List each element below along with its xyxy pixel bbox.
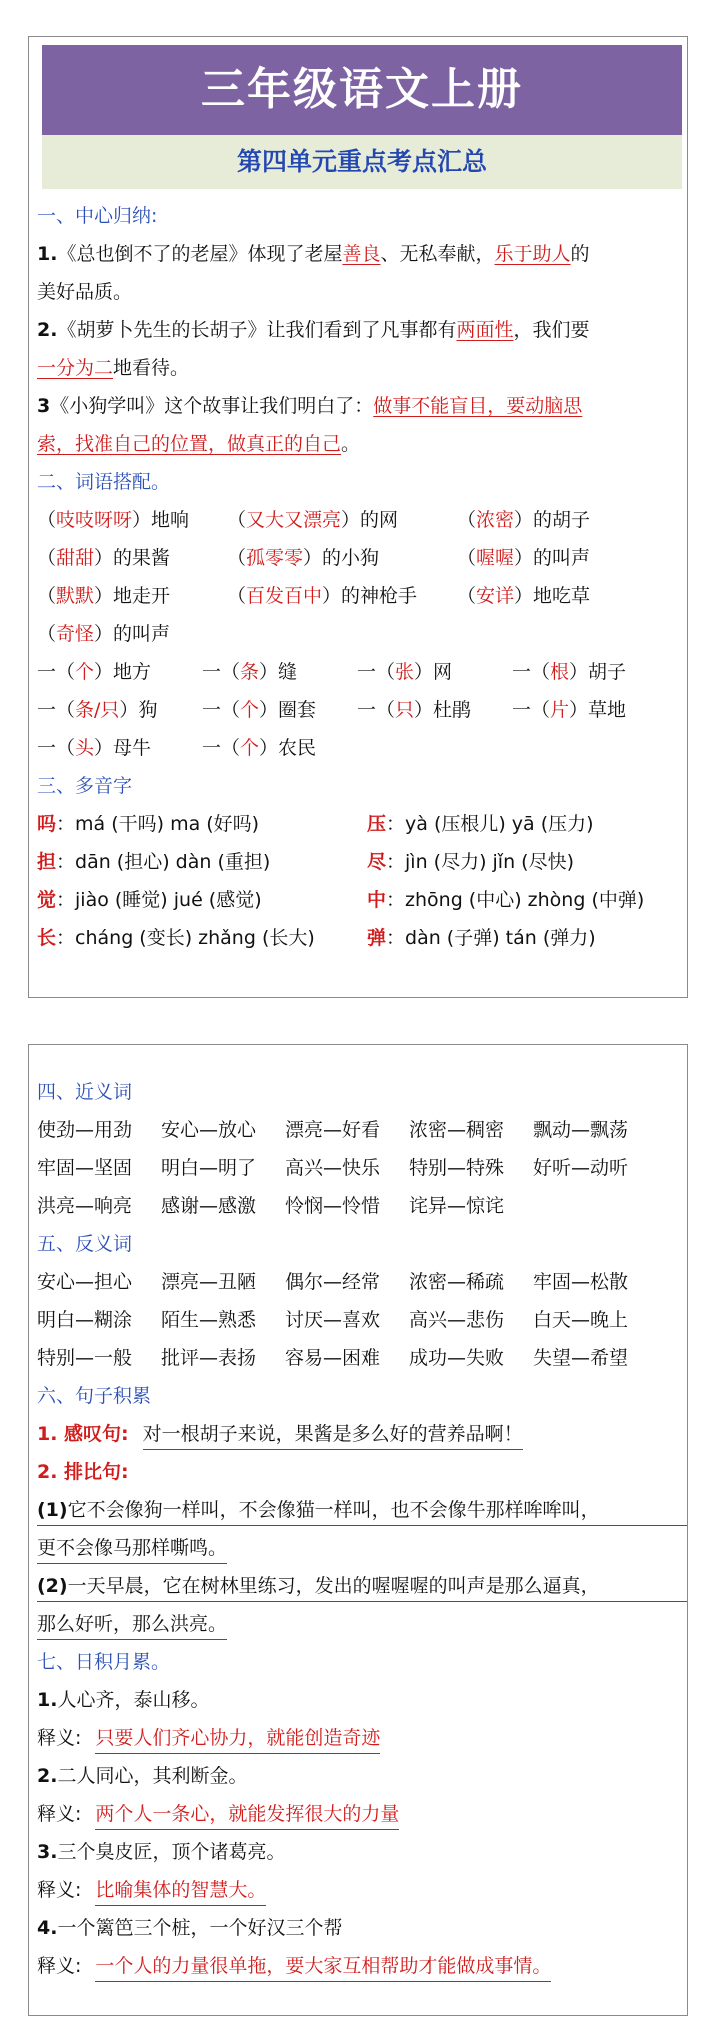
measure-rest: 网 [433,661,453,683]
measure-word: 个 [240,737,260,759]
idiom-explain-row [37,1947,679,1985]
idiom-number: 1. [37,1689,58,1711]
idiom-explain-row [37,1795,679,1833]
synonym-pair: 特别—特殊 [409,1157,505,1179]
polyphone-item [37,881,367,919]
parallel-2-line1: 一天早晨，它在树林里练习，发出的喔喔喔的叫声是那么逼真， [67,1575,600,1597]
bracket: ） [94,661,114,683]
collocation-item [227,577,457,615]
measure-rest: 圈套 [278,699,317,721]
antonym-row [37,1263,679,1301]
collocation-word: 吱吱呀呀 [56,509,133,531]
idiom-number: 4. [37,1917,58,1939]
bracket: ） [414,699,434,721]
bracket: ） [132,509,152,531]
measure-rest: 草地 [588,699,627,721]
collocation-rest: 的网 [360,509,399,531]
synonym-pair: 浓密—稠密 [409,1119,505,1141]
key-word: 两面性 [456,319,514,341]
bracket: ） [259,661,279,683]
idiom-text: 一个篱笆三个桩，一个好汉三个帮 [57,1917,343,1939]
polyphone-row [37,805,679,843]
measure-item [37,691,202,729]
measure-row [37,729,679,767]
measure-prefix: 一（ [512,699,551,721]
collocation-item [37,577,227,615]
collocation-rest: 的小狗 [322,547,380,569]
idiom-row [37,1833,679,1871]
bracket: （ [227,547,247,569]
polyphone-char: 弹 [367,927,387,949]
item-text: 《胡萝卜先生的长胡子》让我们看到了凡事都有 [57,319,457,341]
bracket: ） [514,547,534,569]
polyphone-item [367,843,667,881]
synonym-pair: 使劲—用劲 [37,1119,133,1141]
collocation-word: 喔喔 [476,547,515,569]
bracket: ） [569,661,589,683]
explain-label: 释义: [37,1955,82,1977]
polyphone-char: 吗 [37,813,57,835]
collocation-rest: 的胡子 [533,509,591,531]
parallel-2-number: (2) [37,1575,68,1597]
center-item-1-cont: 美好品质。 [37,281,133,303]
polyphone-char: 中 [367,889,387,911]
collocation-item [457,539,657,577]
center-item-3 [37,387,679,425]
measure-item [202,691,357,729]
measure-rest: 地方 [113,661,152,683]
key-word: 善良 [342,243,381,265]
polyphone-char: 压 [367,813,387,835]
measure-row [37,653,679,691]
item-number: 3 [37,395,51,417]
collocation-rest: 的神枪手 [341,585,418,607]
measure-word: 个 [75,661,95,683]
bracket: ） [259,699,279,721]
polyphone-item [37,919,367,957]
section-heading-polyphone: 三、多音字 [37,775,133,797]
parallel-label: 2. 排比句: [37,1461,129,1483]
measure-prefix: 一（ [202,737,241,759]
bracket: （ [37,585,57,607]
antonym-pair: 白天—晚上 [533,1309,629,1331]
measure-word: 个 [240,699,260,721]
section-heading-antonyms: 五、反义词 [37,1233,133,1255]
measure-row [37,691,679,729]
parallel-1-line1: 它不会像狗一样叫，不会像猫一样叫，也不会像牛那样哞哞叫， [67,1499,600,1521]
measure-item [202,729,357,767]
polyphone-row [37,919,679,957]
parallel-2-line-2 [37,1605,679,1643]
parallel-1-text [37,1495,687,1526]
polyphone-readings: ：dàn (子弹) tán (弹力) [386,927,596,949]
idiom-explain-row [37,1871,679,1909]
parallel-1-line2: 更不会像马那样嘶鸣。 [37,1533,227,1564]
polyphone-char: 长 [37,927,57,949]
synonym-pair: 明白—明了 [161,1157,257,1179]
section-heading-collocation: 二、词语搭配。 [37,471,171,493]
measure-item [357,653,512,691]
exclamation-label: 1. 感叹句: [37,1423,129,1445]
item-text: 《小狗学叫》这个故事让我们明白了： [50,395,374,417]
parallel-2-text [37,1571,687,1602]
bracket: ） [94,585,114,607]
section-heading-synonyms: 四、近义词 [37,1081,133,1103]
bracket: ） [341,509,361,531]
collocation-item [37,501,227,539]
synonym-row [37,1111,679,1149]
collocation-row [37,539,679,577]
item-text: 、无私奉献， [380,243,495,265]
idiom-text: 人心齐，泰山移。 [57,1689,210,1711]
item-text: 《总也倒不了的老屋》体现了老屋 [57,243,343,265]
measure-rest: 狗 [138,699,158,721]
measure-word: 条 [240,661,260,683]
polyphone-item [37,843,367,881]
bracket: （ [37,547,57,569]
synonym-pair: 飘动—飘荡 [533,1119,629,1141]
bracket: （ [457,509,477,531]
section-heading-sentences: 六、句子积累 [37,1385,152,1407]
collocation-item [37,615,227,653]
collocation-rest: 的叫声 [113,623,171,645]
idiom-text: 二人同心，其利断金。 [57,1765,248,1787]
summary-card-2 [28,1044,688,2016]
explain-label: 释义: [37,1803,82,1825]
measure-prefix: 一（ [357,699,396,721]
polyphone-row [37,843,679,881]
collocation-rest: 地响 [151,509,190,531]
polyphone-char: 尽 [367,851,387,873]
bracket: ） [569,699,589,721]
bracket: （ [227,585,247,607]
bracket: （ [37,623,57,645]
key-word: 乐于助人 [494,243,571,265]
polyphone-char: 担 [37,851,57,873]
collocation-item [457,577,657,615]
synonym-row [37,1187,679,1225]
bracket: ） [94,623,114,645]
idiom-explanation: 一个人的力量很单拖，要大家互相帮助才能做成事情。 [95,1951,551,1982]
polyphone-item [37,805,367,843]
antonym-pair: 浓密—稀疏 [409,1271,505,1293]
idiom-row [37,1757,679,1795]
parallel-1-number: (1) [37,1499,68,1521]
measure-word: 头 [75,737,95,759]
item-number: 1. [37,243,58,265]
polyphone-readings: ：zhōng (中心) zhòng (中弹) [386,889,645,911]
measure-rest: 杜鹃 [433,699,472,721]
measure-rest: 母牛 [113,737,152,759]
synonym-pair: 怜悯—怜惜 [285,1195,381,1217]
exclamation-text: 对一根胡子来说，果酱是多么好的营养品啊！ [143,1419,523,1450]
polyphone-item [367,805,667,843]
explain-label: 释义: [37,1879,82,1901]
center-item-1 [37,235,679,273]
bracket: ） [94,737,114,759]
collocation-item [37,539,227,577]
key-word: 一分为二 [37,357,114,379]
collocation-rest: 的叫声 [533,547,591,569]
polyphone-char: 觉 [37,889,57,911]
antonym-pair: 明白—糊涂 [37,1309,133,1331]
bracket: （ [227,509,247,531]
synonym-pair: 洪亮—响亮 [37,1195,133,1217]
measure-word: 条/只 [75,699,120,721]
synonym-pair: 感谢—感激 [161,1195,257,1217]
measure-rest: 缝 [278,661,298,683]
bracket: ） [514,585,534,607]
polyphone-row [37,881,679,919]
bracket: （ [457,585,477,607]
item-text: 的 [570,243,590,265]
center-item-3-cont [37,425,679,463]
measure-word: 根 [550,661,570,683]
measure-prefix: 一（ [202,661,241,683]
exclamation-sentence [37,1415,679,1453]
measure-prefix: 一（ [512,661,551,683]
collocation-item [227,539,457,577]
synonym-pair: 高兴—快乐 [285,1157,381,1179]
antonym-pair: 安心—担心 [37,1271,133,1293]
measure-item [357,691,512,729]
measure-item [202,653,357,691]
synonym-pair: 牢固—坚固 [37,1157,133,1179]
idiom-row [37,1909,679,1947]
parallel-2-line-1 [37,1567,679,1605]
card-1-content [37,197,679,957]
synonym-pair: 漂亮—好看 [285,1119,381,1141]
idiom-explanation: 两个人一条心，就能发挥很大的力量 [95,1799,399,1830]
antonym-pair: 失望—希望 [533,1347,629,1369]
collocation-row [37,577,679,615]
collocation-item [227,501,457,539]
measure-prefix: 一（ [202,699,241,721]
synonym-pair: 诧异—惊诧 [409,1195,505,1217]
polyphone-readings: ：má (干吗) ma (好吗) [56,813,260,835]
antonym-pair: 偶尔—经常 [285,1271,381,1293]
antonym-pair: 漂亮—丑陋 [161,1271,257,1293]
item-text: ，我们要 [513,319,590,341]
polyphone-readings: ：jìn (尽力) jǐn (尽快) [386,851,574,873]
idiom-row [37,1681,679,1719]
collocation-word: 孤零零 [246,547,304,569]
collocation-row [37,615,679,653]
parallel-2-line2: 那么好听，那么洪亮。 [37,1609,227,1640]
measure-word: 片 [550,699,570,721]
section-heading-accumulation: 七、日积月累。 [37,1651,171,1673]
center-item-2-cont [37,349,679,387]
polyphone-readings: ：jiào (睡觉) jué (感觉) [56,889,262,911]
antonym-pair: 牢固—松散 [533,1271,629,1293]
collocation-word: 又大又漂亮 [246,509,342,531]
center-item-2 [37,311,679,349]
collocation-word: 甜甜 [56,547,95,569]
item-text: 。 [341,433,361,455]
bracket: ） [303,547,323,569]
measure-rest: 农民 [278,737,317,759]
item-text: 地看待。 [113,357,190,379]
idiom-explanation: 只要人们齐心协力，就能创造奇迹 [95,1723,380,1754]
collocation-rest: 地走开 [113,585,171,607]
antonym-pair: 高兴—悲伤 [409,1309,505,1331]
measure-item [37,729,202,767]
card-2-content [37,1073,679,1985]
idiom-explanation: 比喻集体的智慧大。 [95,1875,266,1906]
collocation-item [457,501,657,539]
antonym-pair: 陌生—熟悉 [161,1309,257,1331]
bracket: ） [119,699,139,721]
bracket: ） [94,547,114,569]
parallel-1-line-2 [37,1529,679,1567]
collocation-rest: 地吃草 [533,585,591,607]
antonym-row [37,1301,679,1339]
collocation-rest: 的果酱 [113,547,171,569]
antonym-pair: 批评—表扬 [161,1347,257,1369]
synonym-pair: 安心—放心 [161,1119,257,1141]
antonym-pair: 讨厌—喜欢 [285,1309,381,1331]
bracket: （ [457,547,477,569]
polyphone-readings: ：cháng (变长) zhǎng (长大) [56,927,315,949]
antonym-row [37,1339,679,1377]
idiom-explain-row [37,1719,679,1757]
measure-prefix: 一（ [37,661,76,683]
bracket: （ [37,509,57,531]
item-number: 2. [37,319,58,341]
collocation-row [37,501,679,539]
synonym-pair: 好听—动听 [533,1157,629,1179]
synonym-row [37,1149,679,1187]
measure-word: 张 [395,661,415,683]
summary-card-1 [28,36,688,998]
bracket: ） [259,737,279,759]
measure-word: 只 [395,699,415,721]
bracket: ） [322,585,342,607]
measure-item [512,691,662,729]
page-title: 三年级语文上册 [42,45,682,135]
polyphone-readings: ：yà (压根儿) yā (压力) [386,813,594,835]
idiom-text: 三个臭皮匠，顶个诸葛亮。 [57,1841,286,1863]
page-subtitle: 第四单元重点考点汇总 [42,135,682,189]
bracket: ） [514,509,534,531]
section-heading-center: 一、中心归纳: [37,205,158,227]
explain-label: 释义: [37,1727,82,1749]
key-word: 做事不能盲目，要动脑思 [373,395,583,417]
key-word: 索，找准自己的位置，做真正的自己 [37,433,342,455]
parallel-1-line-1 [37,1491,679,1529]
bracket: ） [414,661,434,683]
collocation-word: 安详 [476,585,515,607]
polyphone-item [367,919,667,957]
antonym-pair: 容易—困难 [285,1347,381,1369]
antonym-pair: 成功—失败 [409,1347,505,1369]
measure-prefix: 一（ [357,661,396,683]
collocation-word: 奇怪 [56,623,95,645]
idiom-number: 3. [37,1841,58,1863]
idiom-number: 2. [37,1765,58,1787]
antonym-pair: 特别—一般 [37,1347,133,1369]
measure-prefix: 一（ [37,699,76,721]
measure-rest: 胡子 [588,661,627,683]
collocation-word: 默默 [56,585,95,607]
measure-item [512,653,662,691]
measure-item [37,653,202,691]
collocation-word: 百发百中 [246,585,323,607]
measure-prefix: 一（ [37,737,76,759]
collocation-word: 浓密 [476,509,515,531]
polyphone-readings: ：dān (担心) dàn (重担) [56,851,271,873]
polyphone-item [367,881,667,919]
